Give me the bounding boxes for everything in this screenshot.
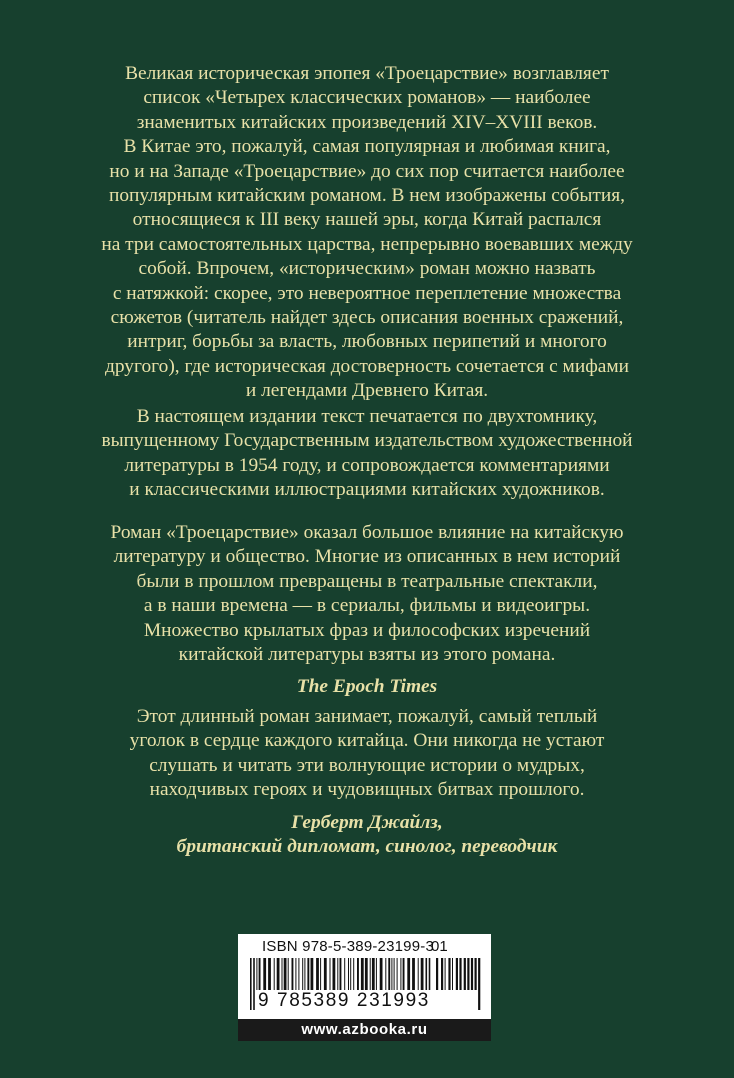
barcode-bar	[259, 958, 261, 990]
text-line: Роман «Троецарствие» оказал большое влияние на китайскую	[110, 522, 624, 543]
text-line: список «Четырех классических романов» — наиболее	[143, 87, 591, 109]
text-line: литературу и общество. Многие из описанных в нем историй	[113, 546, 621, 568]
text-line: В настоящем издании текст печатается по двухтомнику,	[136, 406, 598, 427]
text-line: относящиеся к III веку нашей эры, когда Китай распался	[132, 209, 602, 231]
review-quote-epoch-times	[0, 521, 734, 700]
barcode-bar	[403, 958, 405, 990]
barcode-bar	[400, 958, 401, 990]
barcode-bar	[295, 958, 296, 990]
barcode-bar	[357, 958, 359, 990]
barcode-bar	[311, 958, 314, 990]
barcode-bar	[340, 958, 342, 990]
barcode-bar	[307, 958, 309, 990]
annotation-paragraph	[0, 62, 734, 404]
text-line: слушать и читать эти волнующие истории о мудрых,	[149, 754, 585, 776]
text-line: но и на Западе «Троецарствие» до сих пор считается наиболее	[109, 160, 625, 182]
barcode-bar	[302, 958, 303, 990]
quote-attribution-role: британский дипломат, синолог, переводчик	[176, 836, 558, 858]
barcode-bar	[407, 958, 410, 990]
barcode-bar	[361, 958, 364, 990]
text-line: и легендами Древнего Китая.	[245, 380, 489, 402]
edition-note-paragraph	[0, 405, 734, 503]
text-line: находчивых героях и чудовищных битвах прошлого.	[149, 779, 585, 801]
barcode-bar	[370, 958, 371, 990]
barcode-bar	[394, 958, 395, 990]
barcode-bar	[292, 958, 294, 990]
barcode-bar	[412, 958, 415, 990]
barcode-bar	[320, 958, 321, 990]
text-line: другого), где историческая достоверность сочетается с мифами	[104, 355, 630, 377]
quote-attribution: The Epoch Times	[296, 676, 438, 698]
barcode-bar	[350, 958, 351, 990]
barcode-bar	[333, 958, 336, 990]
text-line: литературы в 1954 году, и сопровождается комментариями	[124, 454, 610, 476]
review-quote-giles	[0, 705, 734, 859]
text-line: на три самостоятельных царства, непрерывно воевавших между	[101, 233, 633, 255]
isbn-number: ISBN 978-5-389-23199-3	[262, 938, 435, 955]
barcode-bar	[418, 958, 419, 990]
text-line: были в прошлом превращены в театральные спектакли,	[136, 570, 598, 592]
barcode-bar	[365, 958, 368, 990]
text-line: китайской литературы взяты из этого романа.	[178, 644, 556, 666]
barcode-bar	[256, 958, 257, 990]
text-line: сюжетов (читатель найдет здесь описания военных сражений,	[110, 307, 624, 329]
barcode-bar	[263, 958, 266, 990]
barcode-bar	[277, 958, 280, 990]
barcode-bar	[344, 958, 345, 990]
text-line: а в наши времена — в сериалы, фильмы и видеоигры.	[143, 595, 591, 617]
barcode-bar	[274, 958, 275, 990]
text-line: популярным китайским романом. В нем изображены события,	[108, 185, 626, 207]
barcode-bar	[298, 958, 299, 990]
barcode-bar	[372, 958, 375, 990]
barcode-bar	[304, 958, 305, 990]
barcode-bar	[388, 958, 390, 990]
text-line: собой. Впрочем, «историческим» роман можно назвать	[138, 258, 596, 280]
barcode-digits: 9 785389 231993	[256, 990, 478, 1012]
barcode-bar	[253, 958, 255, 1010]
text-line: Множество крылатых фраз и философских изречений	[143, 619, 591, 641]
text-line: уголок в сердце каждого китайца. Они никогда не устают	[129, 730, 605, 752]
barcode-bar	[250, 958, 252, 1010]
barcode-bar	[268, 958, 271, 990]
barcode-bar	[353, 958, 354, 990]
barcode-bar	[288, 958, 289, 990]
text-line: Этот длинный роман занимает, пожалуй, самый теплый	[136, 706, 598, 727]
text-line: знаменитых китайских произведений XIV–XVIII веков.	[136, 111, 598, 133]
text-line: интриг, борьбы за власть, любовных перипетий и многого	[127, 331, 607, 353]
text-line: и классическими иллюстрациями китайских художников.	[129, 479, 605, 501]
publisher-website: www.azbooka.ru	[238, 1019, 491, 1041]
barcode-bar	[380, 958, 383, 990]
barcode-bar	[376, 958, 377, 990]
barcode-bar	[330, 958, 331, 990]
barcode-bar	[391, 958, 392, 990]
text-line: В Китае это, пожалуй, самая популярная и любимая книга,	[123, 136, 611, 158]
barcode-bar	[421, 958, 424, 990]
isbn-addon-code: 01	[431, 938, 448, 955]
barcode-bar	[316, 958, 319, 990]
isbn-barcode	[238, 934, 491, 1041]
barcode-bar	[397, 958, 398, 990]
text-line: Великая историческая эпопея «Троецарствие» возглавляет	[125, 63, 609, 84]
quote-attribution-name: Герберт Джайлз,	[291, 811, 443, 833]
barcode-addon-bar	[478, 958, 480, 1010]
barcode-bar	[284, 958, 287, 990]
barcode-bar	[385, 958, 386, 990]
barcode-bar	[348, 958, 349, 990]
text-line: выпущенному Государственным издательством художественной	[101, 430, 633, 452]
barcode-bar	[282, 958, 283, 990]
text-line: с натяжкой: скорее, это невероятное переплетение множества	[112, 282, 622, 304]
barcode-bar	[324, 958, 327, 990]
